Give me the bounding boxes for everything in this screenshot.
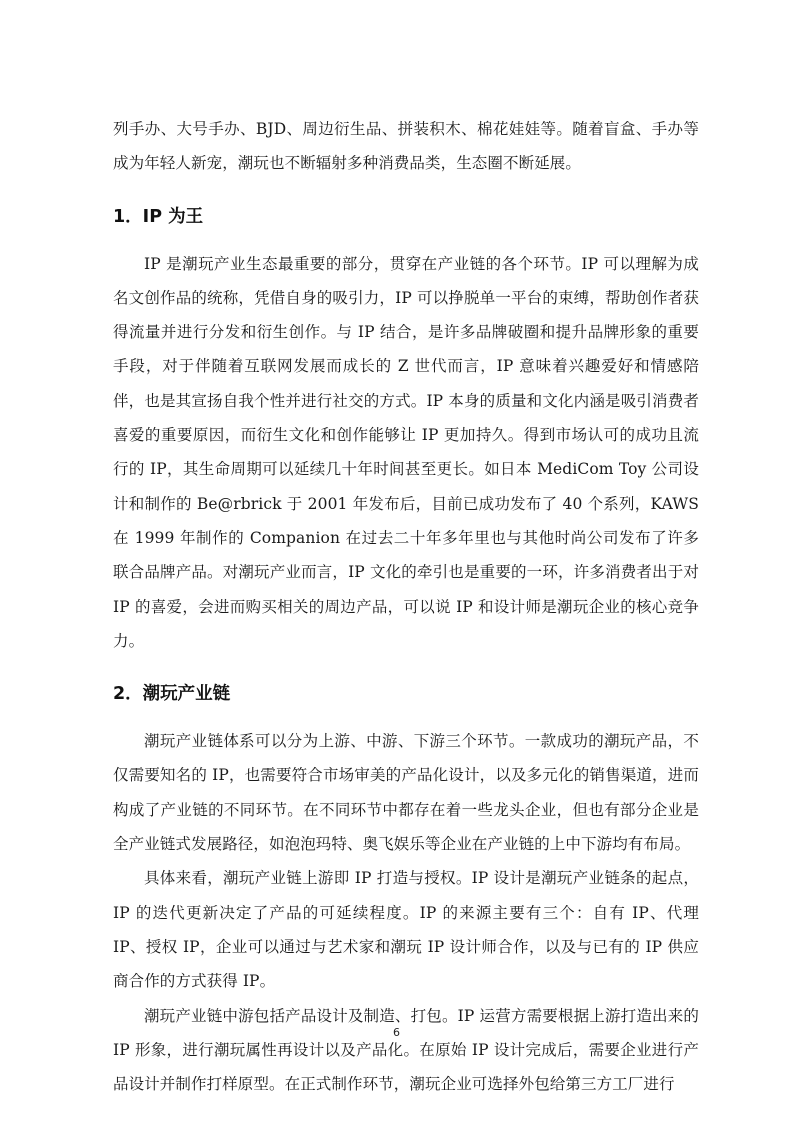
section2-paragraph-midstream: 潮玩产业链中游包括产品设计及制造、打包。IP 运营方需要根据上游打造出来的 IP 形象，进行潮玩属性再设计以及产品化。在原始 IP 设计完成后，需要企业进行产品设计并制作打样原型。在正式制作环节，潮玩企业可选择外包给第三方工厂进行 xyxy=(113,1006,699,1094)
section1-paragraph: IP 是潮玩产业生态最重要的部分，贯穿在产业链的各个环节。IP 可以理解为成名文创作品的统称，凭借自身的吸引力，IP 可以挣脱单一平台的束缚，帮助创作者获得流量并进行分发和衍生创作。与 IP 结合，是许多品牌破圈和提升品牌形象的重要手段，对于伴随着互联网发展而成长的 Z 世代而言，IP 意味着兴趣爱好和情感陪伴，也是其宣扬自我个性并进行社交的方式。IP 本身的质量和文化内涵是吸引消费者喜爱的重要原因，而衍生文化和创作能够让 IP 更加持久。得到市场认可的成功且流行的 IP，其生命周期可以延续几十年时间甚至更长。如日本 MediCom Toy 公司设计和制作的 Be@rbrick 于 2001 年发布后，目前已成功发布了 40 个系列，KAWS 在 1999 年制作的 Companion 在过去二十年多年里也与其他时尚公司发布了许多联合品牌产品。对潮玩产业而言，IP 文化的牵引也是重要的一环，许多消费者出于对 IP 的喜爱，会进而购买相关的周边产品，可以说 IP 和设计师是潮玩企业的核心竞争力。 xyxy=(113,254,699,650)
page-number: 6 xyxy=(393,1026,400,1039)
section2-paragraph-upstream: 具体来看，潮玩产业链上游即 IP 打造与授权。IP 设计是潮玩产业链条的起点，IP 的迭代更新决定了产品的可延续程度。IP 的来源主要有三个：自有 IP、代理 IP、授权 IP，企业可以通过与艺术家和潮玩 IP 设计师合作，以及与已有的 IP 供应商合作的方式获得 IP。 xyxy=(113,869,699,991)
section2-paragraph-overview: 潮玩产业链体系可以分为上游、中游、下游三个环节。一款成功的潮玩产品，不仅需要知名的 IP，也需要符合市场审美的产品化设计，以及多元化的销售渠道，进而构成了产业链的不同环节。在不同环节中都存在着一些龙头企业，但也有部分企业是全产业链式发展路径，如泡泡玛特、奥飞娱乐等企业在产业链的上中下游均有布局。 xyxy=(113,732,699,854)
intro-paragraph: 列手办、大号手办、BJD、周边衍生品、拼装积木、棉花娃娃等。随着盲盒、手办等成为年轻人新宠，潮玩也不断辐射多种消费品类，生态圈不断延展。 xyxy=(113,120,699,173)
document-body xyxy=(113,112,699,1101)
section-heading-industry-chain: 2．潮玩产业链 xyxy=(113,684,231,705)
section-heading-ip: 1．IP 为王 xyxy=(113,206,204,227)
